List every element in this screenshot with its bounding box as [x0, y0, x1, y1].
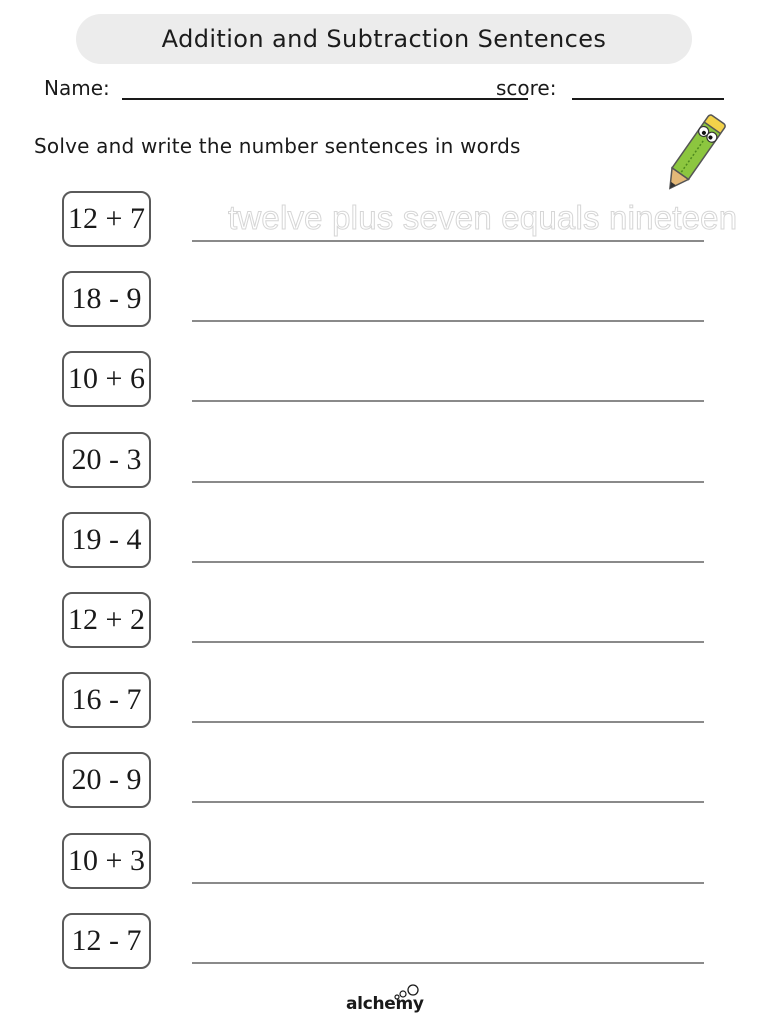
name-score-row: [44, 74, 726, 104]
problem-expression: 10 + 6: [62, 351, 151, 407]
problem-row: [0, 913, 768, 975]
alchemy-logo: [346, 984, 426, 1018]
problem-expression: 20 - 3: [62, 432, 151, 488]
problem-expression: 19 - 4: [62, 512, 151, 568]
answer-line[interactable]: [192, 561, 704, 563]
problem-row: [0, 752, 768, 814]
score-label: score:: [496, 76, 557, 100]
problem-expression: 18 - 9: [62, 271, 151, 327]
problem-expression: 16 - 7: [62, 672, 151, 728]
problem-row: [0, 512, 768, 574]
answer-line[interactable]: [192, 721, 704, 723]
problem-expression: 12 + 7: [62, 191, 151, 247]
problem-row: [0, 672, 768, 734]
answer-line[interactable]: [192, 481, 704, 483]
logo-bubbles-icon: [394, 984, 424, 1000]
answer-line[interactable]: [192, 320, 704, 322]
score-field[interactable]: [572, 98, 724, 100]
problem-row: [0, 592, 768, 654]
answer-line[interactable]: [192, 801, 704, 803]
problem-expression: 10 + 3: [62, 833, 151, 889]
answer-line[interactable]: [192, 400, 704, 402]
problem-row: [0, 833, 768, 895]
name-field[interactable]: [122, 98, 528, 100]
problem-expression: 12 - 7: [62, 913, 151, 969]
worksheet-title: Addition and Subtraction Sentences: [161, 25, 607, 53]
name-label: Name:: [44, 76, 110, 100]
title-bar: [76, 14, 692, 64]
problem-row: [0, 351, 768, 413]
instructions: Solve and write the number sentences in words: [34, 134, 521, 158]
example-answer-trace: twelve plus seven equals nineteen: [228, 199, 738, 236]
answer-line[interactable]: [192, 240, 704, 242]
problem-row: [0, 271, 768, 333]
problem-expression: 20 - 9: [62, 752, 151, 808]
answer-line[interactable]: [192, 641, 704, 643]
pencil-icon: [656, 108, 732, 200]
problem-row: [0, 191, 768, 253]
answer-line[interactable]: [192, 882, 704, 884]
problem-expression: 12 + 2: [62, 592, 151, 648]
answer-line[interactable]: [192, 962, 704, 964]
problem-row: [0, 432, 768, 494]
logo-text: alchemy: [346, 994, 424, 1014]
